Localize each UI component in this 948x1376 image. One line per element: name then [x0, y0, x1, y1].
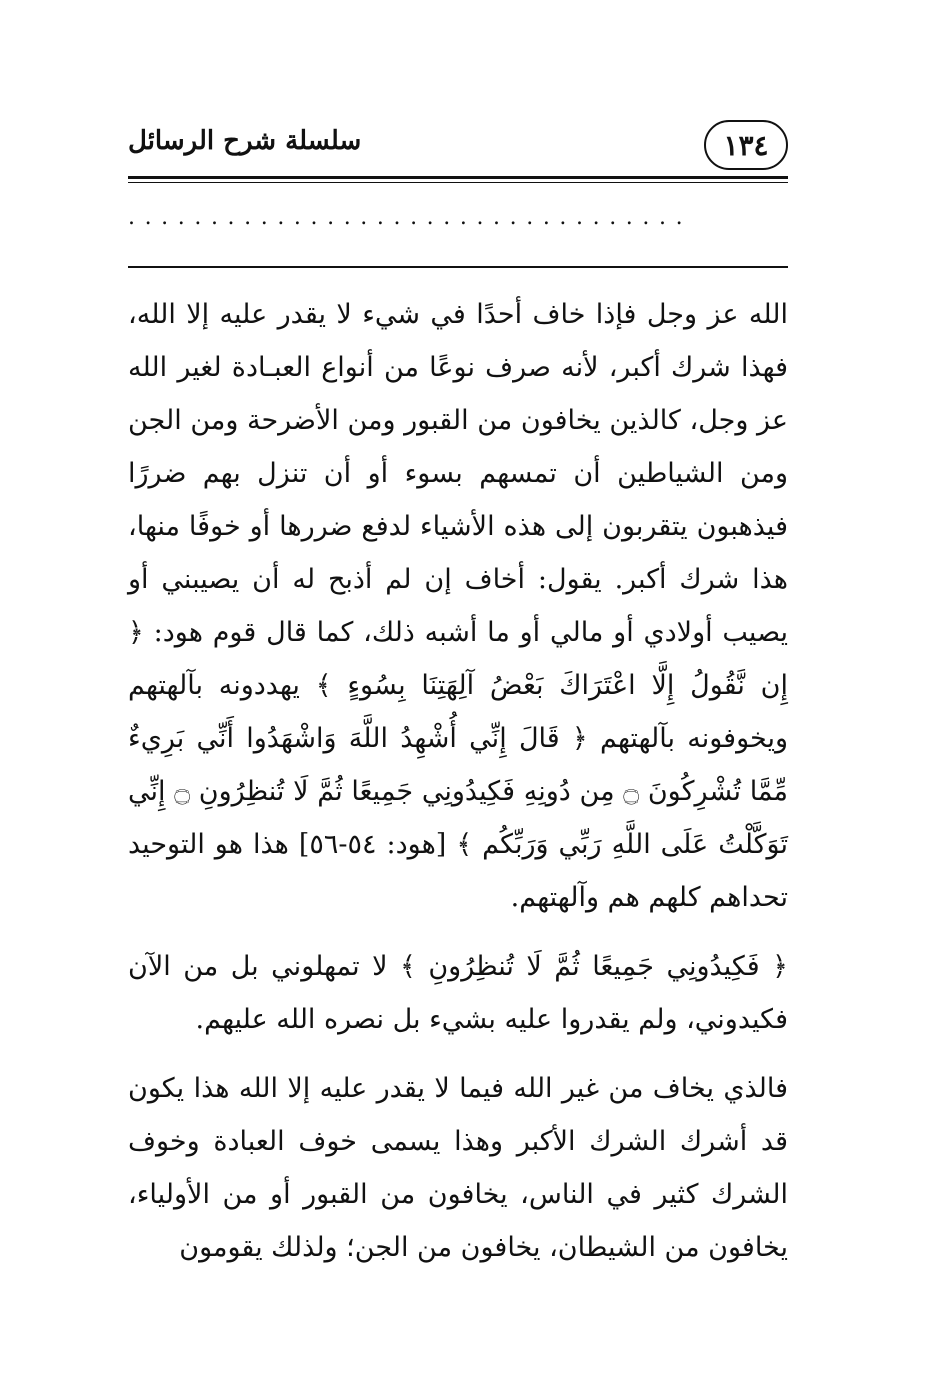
dotted-separator: .................................. — [128, 206, 693, 230]
body-text — [128, 288, 788, 1274]
header-rule-thin — [128, 182, 788, 183]
page-number-badge: ١٣٤ — [704, 120, 788, 170]
paragraph-1 — [128, 288, 788, 924]
running-title: سلسلة شرح الرسائل — [128, 126, 362, 156]
paragraph-2 — [128, 940, 788, 1046]
section-rule — [128, 266, 788, 268]
page-header — [128, 116, 788, 176]
text-segment: لا تمهلوني بل من الآن فكيدوني، ولم يقدروا عليه بشيء بل نصره الله عليهم. — [128, 951, 788, 1035]
quran-verse: ﴿ قَالَ إِنِّي أُشْهِدُ اللَّهَ وَاشْهَدُوا أَنِّي بَرِيءٌ مِّمَّا تُشْرِكُونَ ۝ مِن دُونِهِ فَكِيدُونِي جَمِيعًا ثُمَّ لَا تُنظِرُونِ ۝ إِنِّي تَوَكَّلْتُ عَلَى اللَّهِ رَبِّي وَرَبِّكُم ﴾ — [128, 723, 788, 860]
quran-verse: ﴿ إِن نَّقُولُ إِلَّا اعْتَرَاكَ بَعْضُ آلِهَتِنَا بِسُوءٍ ﴾ — [128, 617, 788, 701]
text-segment: فالذي يخاف من غير الله فيما لا يقدر عليه إلا الله هذا يكون قد أشرك الشرك الأكبر وهذا يسمى خوف العبادة وخوف الشرك كثير في الناس، يخافون من القبور أو من الأولياء، يخافون من الشيطان، يخافون من الجن؛ ولذلك يقومون — [128, 1073, 788, 1263]
quran-verse: ﴿ فَكِيدُونِي جَمِيعًا ثُمَّ لَا تُنظِرُونِ ﴾ — [400, 951, 788, 982]
text-segment: يهددونه بآلهتهم ويخوفونه بآلهتهم — [128, 670, 789, 754]
paragraph-3 — [128, 1062, 788, 1274]
text-segment: الله عز وجل فإذا خاف أحدًا في شيء لا يقدر عليه إلا الله، فهذا شرك أكبر، لأنه صرف نوعًا من أنواع العبـادة لغير الله عز وجل، كالذين يخافون من القبور ومن الأضرحة ومن الجن ومن الشياطين أن تمسهم بسوء أو أن تنزل بهم ضررًا فيذهبون يتقربون إلى هذه الأشياء لدفع ضررها أو خوفًا منها، هذا شرك أكبر. يقول: أخاف إن لم أذبح له أن يصيبني أو يصيب أولادي أو مالي أو ما أشبه ذلك، كما قال قوم هود: — [128, 299, 788, 648]
header-rule-thick — [128, 176, 788, 179]
text-segment: [هود: ٥٤-٥٦] هذا هو التوحيد تحداهم كلهم هم وآلهتهم. — [128, 829, 788, 913]
